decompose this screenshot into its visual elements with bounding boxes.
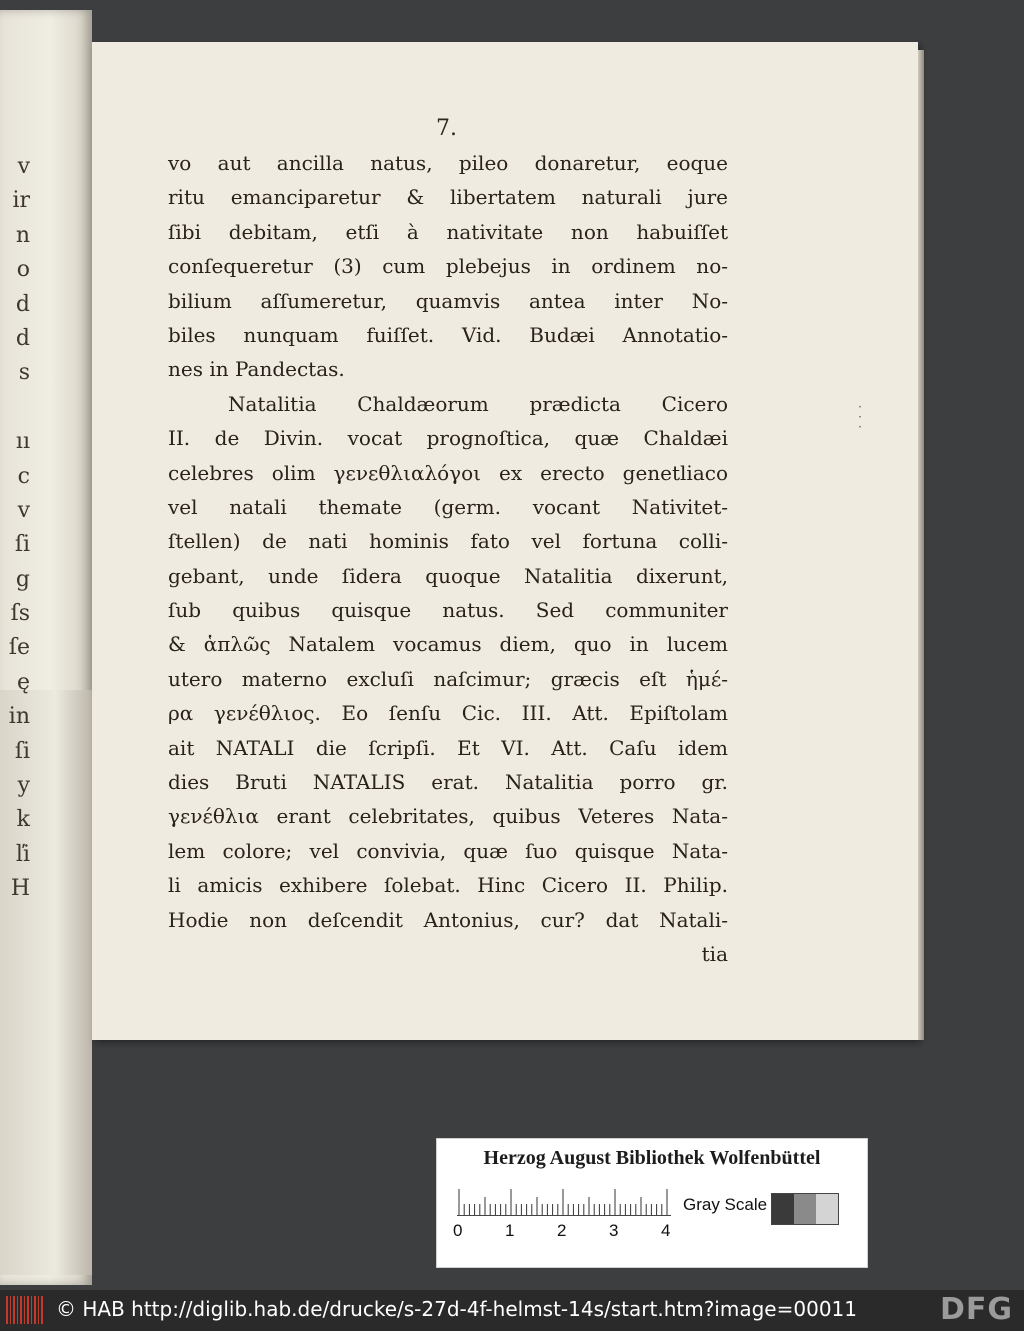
gray-scale-label: Gray Scale [683, 1195, 768, 1214]
page-edge-shadow [918, 50, 924, 1040]
text-line: vel natali themate (germ. vocant Nativitet- [168, 494, 728, 519]
text-line: Hodie non deſcendit Antonius, cur? dat Natali- [168, 907, 728, 932]
text-line: ait NATALI die ſcripſi. Et VI. Att. Caſu idem [168, 735, 728, 760]
ruler-number: 0 [453, 1221, 463, 1240]
gray-swatch [794, 1194, 816, 1224]
fragment-line: y [17, 773, 30, 799]
text-line: vo aut ancilla natus, pileo donaretur, eoque [168, 151, 728, 175]
text-line: & ἁπλῶς Natalem vocamus diem, quo in lucem [168, 632, 728, 657]
text-line: ritu emanciparetur & libertatem naturali jure [168, 185, 728, 210]
fragment-line: v [17, 154, 30, 179]
fragment-line: ir [12, 188, 30, 214]
text-line: biles nunquam fuiſſet. Vid. Budæi Annotatio- [168, 322, 728, 347]
ruler-number: 2 [557, 1221, 567, 1240]
fragment-line: g [15, 566, 30, 592]
text-line: γενέθλια erant celebritates, quibus Veteres Nata- [168, 804, 728, 829]
page-number: 7. [436, 116, 457, 141]
dfg-logo: DFG [940, 1292, 1014, 1327]
margin-mark: · · · [858, 400, 862, 434]
scale-ruler [457, 1187, 671, 1216]
library-label [436, 1138, 868, 1268]
fragment-line: v [17, 497, 30, 523]
fragment-line: ſi [14, 532, 30, 558]
fragment-line: c [17, 463, 30, 489]
text-line: conſequeretur (3) cum plebejus in ordinem no- [168, 254, 728, 279]
text-line: ρα γενέθλιος. Eo ſenſu Cic. III. Att. Epiſtolam [168, 701, 728, 726]
page-text [168, 146, 728, 971]
gray-scale-swatch [771, 1193, 839, 1225]
fragment-line: d [15, 291, 30, 317]
fragment-line: d [15, 325, 30, 351]
gray-swatch [772, 1194, 794, 1224]
ruler-numbers [451, 1221, 691, 1243]
text-line: II. de Divin. vocat prognoſtica, quæ Chaldæi [168, 426, 728, 451]
fragment-line: in [8, 704, 30, 730]
library-name: Herzog August Bibliothek Wolfenbüttel [483, 1147, 821, 1169]
fragment-line: s [18, 360, 30, 386]
fragment-line: ľi [15, 841, 30, 867]
fragment-line: ſe [8, 635, 30, 661]
text-line: dies Bruti NATALIS erat. Natalitia porro gr. [168, 770, 728, 795]
text-line: ſtellen) de nati hominis fato vel fortuna colli- [168, 529, 728, 554]
text-line: gebant, unde ſidera quoque Natalitia dixerunt, [168, 563, 728, 588]
fragment-line: ę [16, 669, 30, 695]
text-line: ſibi debitam, etſi à nativitate non habuiſſet [168, 219, 728, 244]
ruler-number: 1 [505, 1221, 515, 1240]
gray-swatch [816, 1194, 838, 1224]
fragment-line: ſs [10, 601, 30, 627]
barcode-icon [6, 1296, 44, 1324]
catchword: tia [701, 941, 728, 966]
fragment-line: n [15, 222, 30, 248]
text-line: nes in Pandectas. [168, 357, 345, 382]
fragment-line: ſi [14, 738, 30, 764]
text-line: utero materno excluſi naſcimur; græcis eſt ἡμέ- [168, 666, 728, 691]
text-line: ſub quibus quisque natus. Sed communiter [168, 598, 728, 623]
ruler-number: 3 [609, 1221, 619, 1240]
text-line: celebres olim γενεθλιαλόγοι ex erecto genetliaco [168, 460, 728, 485]
footer-url[interactable]: © HAB http://diglib.hab.de/drucke/s-27d-4f-helmst-14s/start.htm?image=00011 [56, 1297, 857, 1321]
fragment-line: ıı [15, 429, 30, 455]
fragment-line: k [16, 807, 30, 833]
ruler-ticks [457, 1187, 671, 1215]
text-line: bilium aſſumeretur, quamvis antea inter No- [168, 288, 728, 313]
text-line: li amicis exhibere ſolebat. Hinc Cicero II. Philip. [168, 873, 728, 898]
ruler-number: 4 [661, 1221, 671, 1240]
fragment-line [0, 391, 30, 425]
previous-page-text-fragments [0, 150, 30, 907]
text-line: Natalitia Chaldæorum prædicta Cicero [228, 391, 728, 416]
fragment-line: o [16, 257, 30, 283]
fragment-line: H [10, 876, 30, 902]
text-line: lem colore; vel convivia, quæ ſuo quisque Nata- [168, 838, 728, 863]
